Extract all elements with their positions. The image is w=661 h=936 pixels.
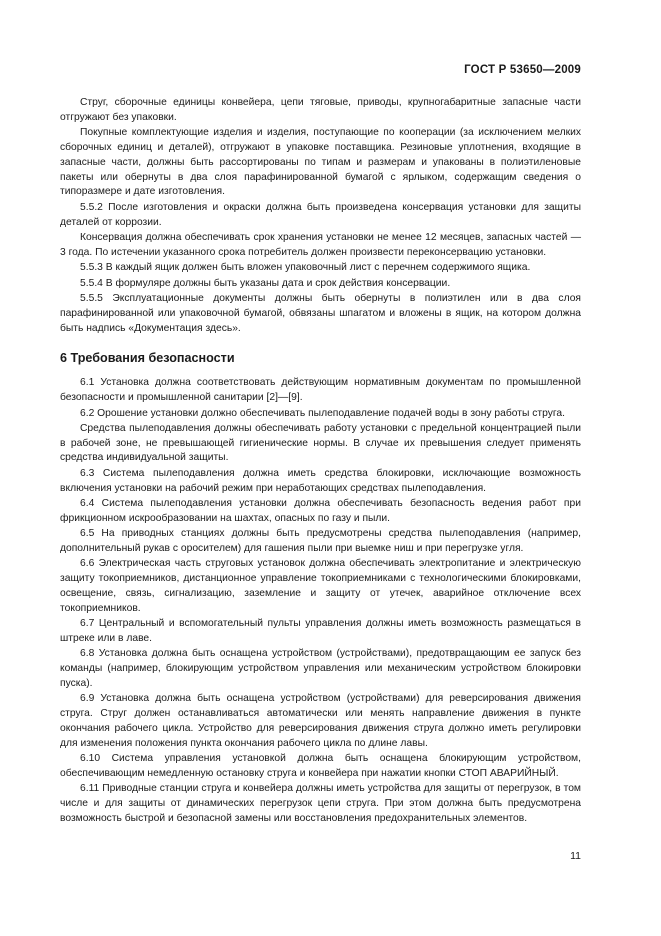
paragraph: 6.11 Приводные станции струга и конвейера должны иметь устройства для защиты от перегрузок, в том числе и для защиты от динамических перегрузок цепи струга. При этом должна быть предусмотрена возможность быстрой и безопасной замены или восстановления предохранительных элементов. [60, 783, 581, 824]
paragraph: 5.5.3 В каждый ящик должен быть вложен упаковочный лист с перечнем содержимого ящика. [80, 262, 531, 274]
section-heading: 6 Требования безопасности [60, 351, 235, 366]
paragraph: 5.5.2 После изготовления и окраски должна быть произведена консервация установки для защиты деталей от коррозии. [60, 201, 581, 228]
paragraph: 6.8 Установка должна быть оснащена устройством (устройствами), предотвращающим ее запуск без команды (например, блокирующим устройством управления или механическим устройством блокировки пуска). [60, 648, 581, 689]
paragraph: Покупные комплектующие изделия и изделия, поступающие по кооперации (за исключением мелких сборочных единиц и деталей), отгружают в упаковке поставщика. Резиновые уплотнения, входящие в запасные части, должны быть рассортированы по типам и размерам и упакованы в полиэтиленовые пакеты или обернуты в два слоя парафинированной бумагой с ярлыком, содержащим сведения о типоразмере и дате изготовления. [60, 127, 581, 198]
paragraph: 6.6 Электрическая часть струговых установок должна обеспечивать электропитание и электрическую защиту токоприемников, дистанционное управление токоприемниками с технологическими блокировками, освещение, связь, сигнализацию, заземление и защиту от утечек, аварийное отключение всех токоприемников. [60, 558, 581, 614]
paragraph: 6.10 Система управления установкой должна быть оснащена блокирующим устройством, обеспечивающим немедленную остановку струга и конвейера при нажатии кнопки СТОП АВАРИЙНЫЙ. [60, 753, 581, 779]
paragraph: 6.4 Система пылеподавления установки должна обеспечивать безопасность ведения работ при фрикционном искрообразовании на шахтах, опасных по газу и пыли. [60, 498, 581, 524]
paragraph: 6.3 Система пылеподавления должна иметь средства блокировки, исключающие возможность включения установки на рабочий режим при неработающих средствах пылеподавления. [60, 467, 581, 494]
paragraph: 6.7 Центральный и вспомогательный пульты управления должны иметь возможность размещаться в штреке или в лаве. [60, 618, 581, 645]
paragraph: 6.2 Орошение установки должно обеспечивать пылеподавление подачей воды в зону работы струга. [80, 407, 565, 419]
page-number: 11 [570, 850, 581, 862]
document-code: ГОСТ Р 53650—2009 [464, 64, 581, 76]
paragraph: Средства пылеподавления должны обеспечивать работу установки с предельной концентрацией пыли в рабочей зоне, не превышающей гигиенические нормы. В случае их превышения следует применять средства индивидуальной защиты. [60, 422, 581, 464]
page-body [60, 96, 581, 827]
paragraph: 6.1 Установка должна соответствовать действующим нормативным документам по промышленной безопасности и промышленной санитарии [2]—[9]. [60, 377, 581, 404]
paragraph: 5.5.5 Эксплуатационные документы должны быть обернуты в полиэтилен или в два слоя парафинированной или упаковочной бумагой, обвязаны шпагатом и вложены в ящик, на котором должна быть надпись «Документация здесь». [60, 292, 581, 334]
paragraph: Консервация должна обеспечивать срок хранения установки не менее 12 месяцев, запасных частей — 3 года. По истечении указанного срока потребитель должен произвести переконсервацию установки. [60, 231, 581, 258]
paragraph: 5.5.4 В формуляре должны быть указаны дата и срок действия консервации. [80, 277, 451, 289]
paragraph: Струг, сборочные единицы конвейера, цепи тяговые, приводы, крупногабаритные запасные части отгружают без упаковки. [60, 97, 581, 123]
paragraph: 6.5 На приводных станциях должны быть предусмотрены средства пылеподавления (например, дополнительный рукав с оросителем) для гашения пыли при выемке ниш и при перегрузке угля. [60, 528, 581, 555]
paragraph: 6.9 Установка должна быть оснащена устройством (устройствами) для реверсирования движения струга. Струг должен останавливаться автоматически или менять направление движения в пункте окончания рабочего цикла. Устройство для реверсирования движения струга должно иметь регулировки для изменения положения пункта окончания рабочего цикла по длине лавы. [60, 693, 581, 749]
